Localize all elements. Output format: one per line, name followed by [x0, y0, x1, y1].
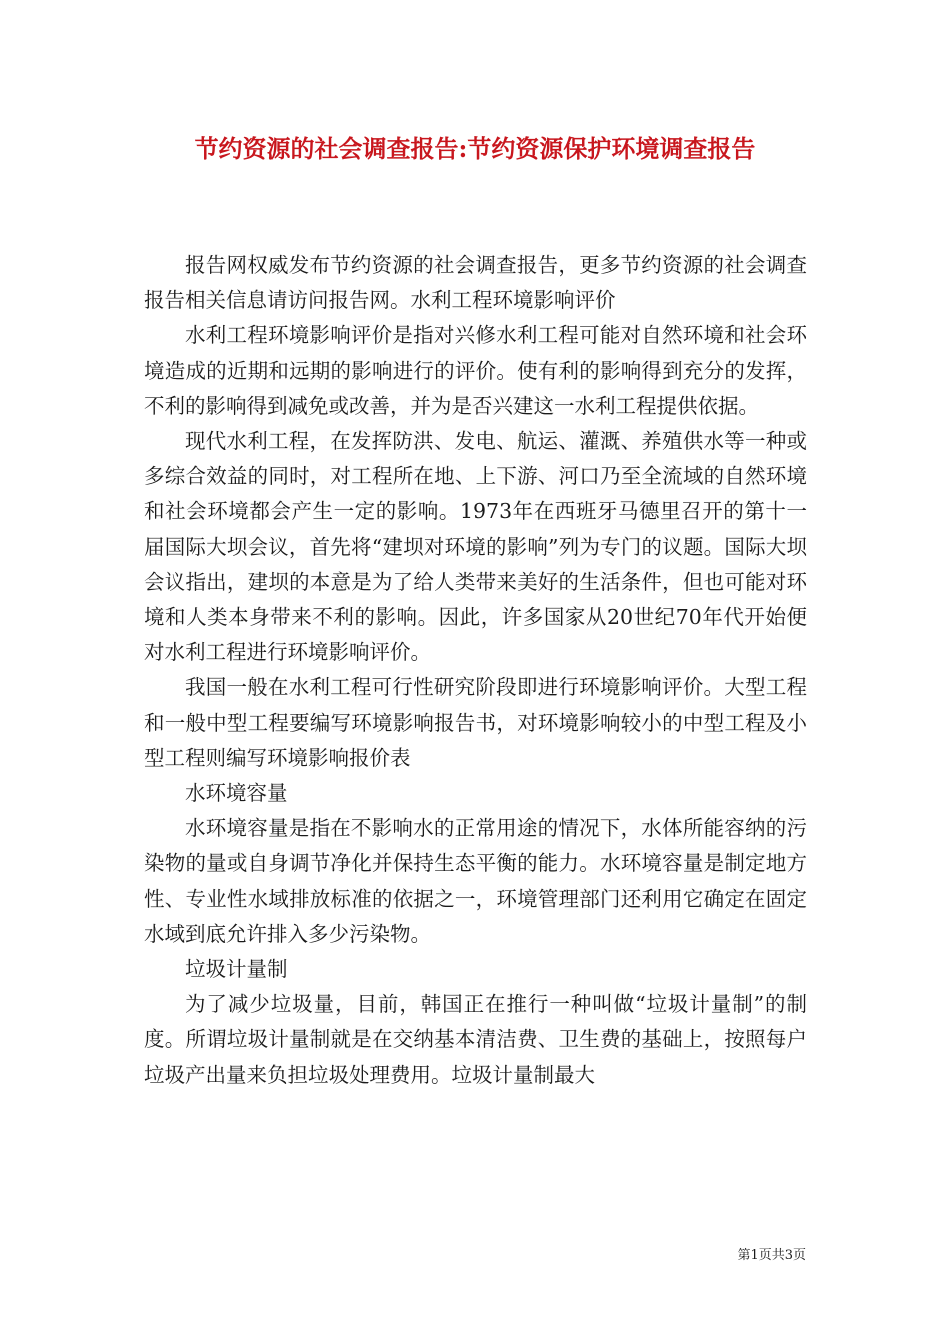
paragraph: 水利工程环境影响评价是指对兴修水利工程可能对自然环境和社会环境造成的近期和远期的影响进行的评价。使有利的影响得到充分的发挥，不利的影响得到减免或改善，并为是否兴建这一水利工程提供依据。 [144, 323, 807, 418]
paragraph: 为了减少垃圾量，目前，韩国正在推行一种叫做“垃圾计量制”的制度。所谓垃圾计量制就是在交纳基本清洁费、卫生费的基础上，按照每户垃圾产出量来负担垃圾处理费用。垃圾计量制最大 [144, 992, 807, 1087]
document-body [144, 248, 807, 1093]
page-title: 节约资源的社会调查报告:节约资源保护环境调查报告 [194, 134, 756, 163]
section-heading-garbage-metering: 垃圾计量制 [185, 957, 288, 982]
paragraph: 我国一般在水利工程可行性研究阶段即进行环境影响评价。大型工程和一般中型工程要编写环境影响报告书，对环境影响较小的中型工程及小型工程则编写环境影响报价表 [144, 675, 807, 770]
paragraph: 现代水利工程，在发挥防洪、发电、航运、灌溉、养殖供水等一种或多综合效益的同时，对工程所在地、上下游、河口乃至全流域的自然环境和社会环境都会产生一定的影响。1973年在西班牙马德里召开的第十一届国际大坝会议，首先将“建坝对环境的影响”列为专门的议题。国际大坝会议指出，建坝的本意是为了给人类带来美好的生活条件，但也可能对环境和人类本身带来不利的影响。因此，许多国家从20世纪70年代开始便对水利工程进行环境影响评价。 [144, 429, 807, 665]
page-number: 第1页共3页 [737, 1248, 806, 1263]
paragraph: 水环境容量是指在不影响水的正常用途的情况下，水体所能容纳的污染物的量或自身调节净化并保持生态平衡的能力。水环境容量是制定地方性、专业性水域排放标准的依据之一，环境管理部门还利用它确定在固定水域到底允许排入多少污染物。 [144, 816, 807, 946]
paragraph: 报告网权威发布节约资源的社会调查报告，更多节约资源的社会调查报告相关信息请访问报告网。水利工程环境影响评价 [144, 253, 807, 313]
section-heading-water-capacity: 水环境容量 [185, 781, 288, 806]
